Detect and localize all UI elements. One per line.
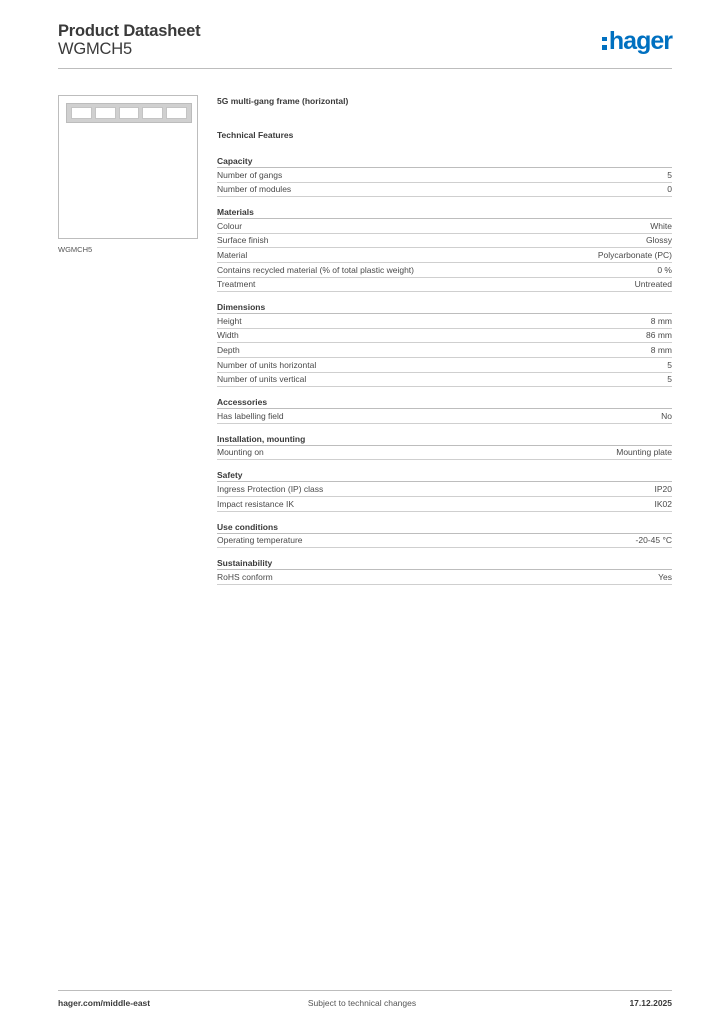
section-use-conditions xyxy=(217,522,672,549)
spec-row xyxy=(217,248,672,263)
spec-value: 5 xyxy=(667,359,672,370)
spec-value: IP20 xyxy=(654,483,672,494)
spec-row xyxy=(217,314,672,329)
gang-slot xyxy=(119,107,140,119)
spec-label: Width xyxy=(217,330,239,341)
gang-slot xyxy=(95,107,116,119)
footer-divider xyxy=(58,990,672,991)
section-title: Dimensions xyxy=(217,302,672,314)
spec-row xyxy=(217,373,672,388)
multi-gang-frame-illustration xyxy=(66,103,192,123)
spec-value: White xyxy=(650,220,672,231)
logo-text: hager xyxy=(608,26,672,55)
product-image xyxy=(58,95,198,239)
spec-value: 5 xyxy=(667,169,672,180)
spec-value: IK02 xyxy=(654,498,672,509)
gang-slot xyxy=(166,107,187,119)
gang-slot xyxy=(71,107,92,119)
spec-value: 5 xyxy=(667,374,672,385)
spec-value: 8 mm xyxy=(650,315,672,326)
spec-row xyxy=(217,263,672,278)
spec-row xyxy=(217,278,672,293)
spec-row xyxy=(217,570,672,585)
product-subtitle: 5G multi-gang frame (horizontal) xyxy=(217,96,349,106)
spec-row xyxy=(217,446,672,461)
section-accessories xyxy=(217,397,672,424)
section-title: Accessories xyxy=(217,397,672,409)
section-capacity xyxy=(217,156,672,197)
spec-label: Depth xyxy=(217,344,240,355)
spec-row xyxy=(217,168,672,183)
spec-label: Number of modules xyxy=(217,184,292,195)
spec-value: No xyxy=(661,410,672,421)
footer-date: 17.12.2025 xyxy=(629,998,672,1008)
spec-row xyxy=(217,497,672,512)
spec-value: -20-45 °C xyxy=(635,535,672,546)
technical-content xyxy=(217,96,672,595)
spec-value: Mounting plate xyxy=(616,447,672,458)
section-title: Use conditions xyxy=(217,522,672,534)
spec-row xyxy=(217,219,672,234)
section-dimensions xyxy=(217,302,672,387)
spec-label: Number of units horizontal xyxy=(217,359,317,370)
spec-row xyxy=(217,534,672,549)
section-title: Sustainability xyxy=(217,558,672,570)
page-title: Product Datasheet xyxy=(58,22,201,40)
spec-label: Ingress Protection (IP) class xyxy=(217,483,324,494)
spec-value: 8 mm xyxy=(650,344,672,355)
section-safety xyxy=(217,470,672,511)
header-divider xyxy=(58,68,672,69)
spec-value: Untreated xyxy=(634,279,672,290)
feature-sections xyxy=(217,156,672,585)
hager-logo xyxy=(602,26,672,56)
spec-value: Polycarbonate (PC) xyxy=(597,249,672,260)
spec-label: Colour xyxy=(217,220,243,231)
spec-label: Material xyxy=(217,249,248,260)
spec-label: Treatment xyxy=(217,279,256,290)
product-code: WGMCH5 xyxy=(58,40,132,58)
spec-label: Impact resistance IK xyxy=(217,498,295,509)
section-installation xyxy=(217,434,672,461)
features-heading: Technical Features xyxy=(217,130,294,140)
spec-row xyxy=(217,234,672,249)
spec-label: Mounting on xyxy=(217,447,264,458)
section-title: Materials xyxy=(217,207,672,219)
spec-label: Surface finish xyxy=(217,235,269,246)
spec-label: RoHS conform xyxy=(217,571,273,582)
section-title: Installation, mounting xyxy=(217,434,672,446)
section-sustainability xyxy=(217,558,672,585)
footer-notice: Subject to technical changes xyxy=(307,998,417,1008)
spec-label: Contains recycled material (% of total plastic weight) xyxy=(217,264,414,275)
spec-value: 0 xyxy=(667,184,672,195)
logo-dots-icon xyxy=(602,37,607,50)
spec-label: Operating temperature xyxy=(217,535,303,546)
section-title: Safety xyxy=(217,470,672,482)
gang-slot xyxy=(142,107,163,119)
spec-value: 0 % xyxy=(657,264,672,275)
spec-label: Number of gangs xyxy=(217,169,283,180)
spec-row xyxy=(217,409,672,424)
footer-website: hager.com/middle-east xyxy=(58,998,151,1008)
image-caption: WGMCH5 xyxy=(58,245,93,254)
spec-row xyxy=(217,358,672,373)
spec-row xyxy=(217,343,672,358)
spec-value: Glossy xyxy=(646,235,672,246)
spec-row xyxy=(217,482,672,497)
spec-value: Yes xyxy=(658,571,672,582)
section-title: Capacity xyxy=(217,156,672,168)
spec-row xyxy=(217,183,672,198)
spec-label: Height xyxy=(217,315,242,326)
spec-label: Has labelling field xyxy=(217,410,284,421)
spec-label: Number of units vertical xyxy=(217,374,307,385)
section-materials xyxy=(217,207,672,292)
spec-row xyxy=(217,329,672,344)
spec-value: 86 mm xyxy=(646,330,672,341)
